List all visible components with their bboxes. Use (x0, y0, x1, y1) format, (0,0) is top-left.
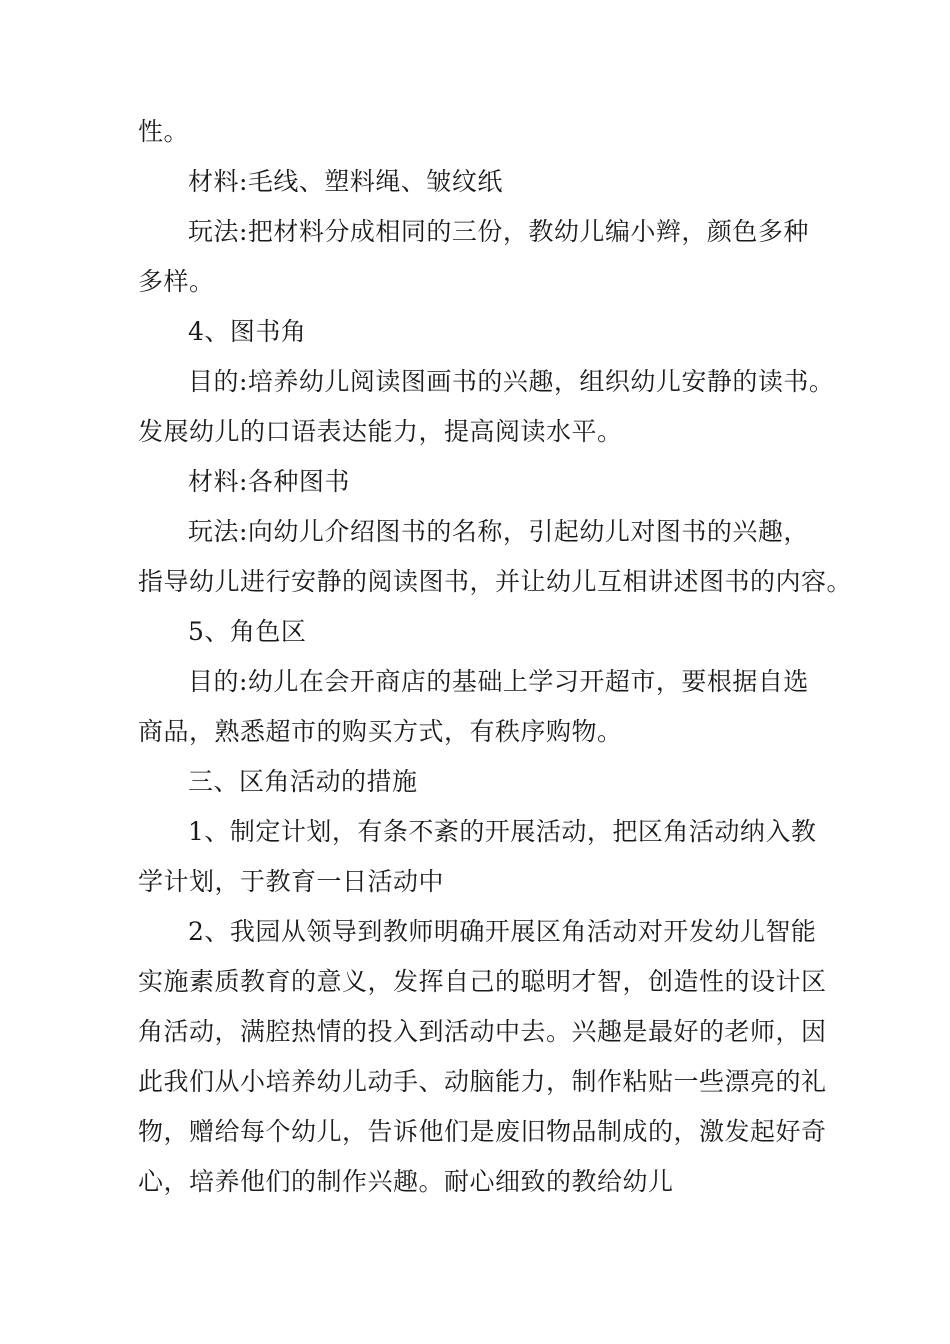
text-line: 玩法:把材料分成相同的三份，教幼儿编小辫，颜色多种 (188, 217, 809, 246)
text-line: 此我们从小培养幼儿动手、动脑能力，制作粘贴一些漂亮的礼 (138, 1067, 827, 1096)
text-line: 玩法:向幼儿介绍图书的名称，引起幼儿对图书的兴趣， (188, 517, 809, 546)
text-line: 目的:培养幼儿阅读图画书的兴趣，组织幼儿安静的读书。 (188, 367, 835, 396)
text-line: 心，培养他们的制作兴趣。耐心细致的教给幼儿 (138, 1167, 674, 1196)
text-line: 多样。 (138, 267, 215, 296)
text-line: 商品，熟悉超市的购买方式，有秩序购物。 (138, 717, 623, 746)
text-line: 物，赠给每个幼儿，告诉他们是废旧物品制成的，激发起好奇 (138, 1117, 827, 1146)
text-line: 性。 (138, 117, 190, 146)
text-line: 材料:毛线、塑料绳、皱纹纸 (188, 167, 503, 196)
text-line: 发展幼儿的口语表达能力，提高阅读水平。 (138, 417, 623, 446)
text-line: 目的:幼儿在会开商店的基础上学习开超市，要根据自选 (188, 667, 809, 696)
text-line: 材料:各种图书 (188, 467, 350, 496)
text-line: 学计划，于教育一日活动中 (138, 867, 445, 896)
text-line: 实施素质教育的意义，发挥自己的聪明才智，创造性的设计区 (138, 967, 827, 996)
section-heading: 4、图书角 (188, 317, 307, 346)
section-heading: 三、区角活动的措施 (188, 767, 418, 796)
text-line: 1、制定计划，有条不紊的开展活动，把区角活动纳入教 (188, 817, 817, 846)
text-line: 角活动，满腔热情的投入到活动中去。兴趣是最好的老师，因 (138, 1017, 827, 1046)
text-line: 2、我园从领导到教师明确开展区角活动对开发幼儿智能 (188, 917, 817, 946)
text-line: 指导幼儿进行安静的阅读图书，并让幼儿互相讲述图书的内容。 (138, 567, 853, 596)
section-heading: 5、角色区 (188, 617, 307, 646)
